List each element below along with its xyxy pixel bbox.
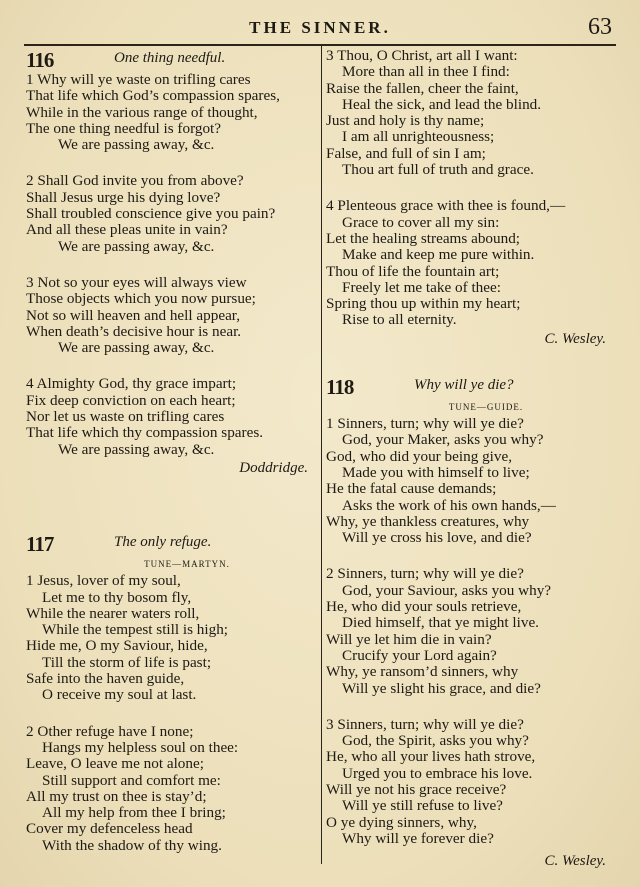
stanza [26, 573, 318, 703]
verse-line: O ye dying sinners, why, [326, 813, 477, 831]
stanza [326, 198, 616, 328]
refrain-line: We are passing away, &c. [58, 237, 215, 255]
verse-line: Raise the fallen, cheer the faint, [326, 79, 519, 97]
refrain-line: We are passing away, &c. [58, 136, 215, 154]
verse-line: Crucify your Lord again? [342, 646, 497, 664]
verse-line: 3 Sinners, turn; why will ye die? [326, 715, 524, 733]
stanza [26, 376, 318, 457]
hymn-title: The only refuge. [114, 534, 212, 551]
verse-line: All my help from thee I bring; [42, 804, 226, 822]
verse-line: Heal the sick, and lead the blind. [342, 95, 542, 113]
verse-line: Will ye let him die in vain? [326, 630, 492, 648]
verse-line: Died himself, that ye might live. [342, 614, 539, 632]
verse-line: Not so will heaven and hell appear, [26, 306, 241, 324]
stanza [26, 72, 318, 153]
verse-line: Fix deep conviction on each heart; [26, 391, 236, 409]
verse-line: 2 Sinners, turn; why will ye die? [326, 565, 524, 583]
refrain-line: We are passing away, &c. [58, 440, 215, 458]
hymn-116 [26, 48, 318, 476]
hymn-stanzas [26, 573, 318, 854]
verse-line: While in the various range of thought, [26, 103, 258, 121]
verse-line: Grace to cover all my sin: [342, 213, 500, 231]
verse-line: 1 Sinners, turn; why will ye die? [326, 415, 524, 433]
stanza [326, 566, 616, 696]
header-rule [24, 44, 616, 46]
stanza [326, 717, 616, 847]
verse-line: Make and keep me pure within. [342, 246, 535, 264]
hymn-117 [26, 532, 318, 854]
verse-line: Just and holy is thy name; [326, 112, 485, 130]
column-divider [321, 46, 322, 864]
verse-line: That life which God’s compassion spares, [26, 87, 280, 105]
verse-line: 2 Other refuge have I none; [26, 722, 194, 740]
verse-line: Still support and comfort me: [42, 771, 221, 789]
hymn-heading [326, 375, 616, 399]
verse-line: Thou of life the fountain art; [326, 262, 500, 280]
verse-line: Freely let me take of thee: [342, 278, 501, 296]
verse-line: Urged you to embrace his love. [342, 764, 533, 782]
verse-line: Till the storm of life is past; [42, 653, 212, 671]
verse-line: 4 Plenteous grace with thee is found,— [326, 197, 566, 215]
stanza [326, 48, 616, 178]
stanza [326, 416, 616, 546]
verse-line: 4 Almighty God, thy grace impart; [26, 375, 237, 393]
verse-line: Why will ye forever die? [342, 829, 494, 847]
verse-line: More than all in thee I find: [342, 63, 510, 81]
verse-line: With the shadow of thy wing. [42, 836, 222, 854]
hymn-stanzas [26, 72, 318, 458]
verse-line: 3 Thou, O Christ, art all I want: [326, 47, 518, 64]
verse-line: Hangs my helpless soul on thee: [42, 738, 239, 756]
verse-line: Leave, O leave me not alone; [26, 755, 204, 773]
hymn-118 [326, 375, 616, 869]
verse-line: False, and full of sin I am; [326, 144, 486, 162]
hymn-heading [26, 532, 318, 556]
verse-line: Hide me, O my Saviour, hide, [26, 637, 208, 655]
verse-line: Will ye still refuse to live? [342, 797, 503, 815]
verse-line: Thou art full of truth and grace. [342, 161, 534, 179]
verse-line: Made you with himself to live; [342, 463, 530, 481]
verse-line: Will ye not his grace receive? [326, 780, 507, 798]
verse-line: 1 Why will ye waste on trifling cares [26, 71, 251, 88]
verse-line: He, who did your souls retrieve, [326, 598, 522, 616]
verse-line: All my trust on thee is stay’d; [26, 787, 207, 805]
page-header [0, 14, 640, 42]
verse-line: God, the Spirit, asks you why? [342, 732, 529, 750]
verse-line: Why, ye thankless creatures, why [326, 512, 530, 530]
verse-line: Will ye cross his love, and die? [342, 529, 532, 547]
verse-line: Nor let us waste on trifling cares [26, 408, 225, 426]
hymn-title: Why will ye die? [414, 377, 514, 394]
hymn-stanzas [326, 48, 616, 329]
stanza [26, 275, 318, 356]
verse-line: 3 Not so your eyes will always view [26, 273, 247, 291]
hymn-attribution: C. Wesley. [544, 330, 606, 347]
verse-line: Safe into the haven guide, [26, 670, 185, 688]
hymn-number: 116 [26, 48, 54, 72]
verse-line: 1 Jesus, lover of my soul, [26, 572, 181, 590]
verse-line: I am all unrighteousness; [342, 128, 495, 146]
verse-line: God, who did your being give, [326, 447, 513, 465]
refrain-line: We are passing away, &c. [58, 339, 215, 357]
verse-line: The one thing needful is forgot? [26, 119, 221, 137]
verse-line: While the tempest still is high; [42, 621, 229, 639]
verse-line: When death’s decisive hour is near. [26, 322, 242, 340]
verse-line: Let me to thy bosom fly, [42, 588, 192, 606]
hymn-title: One thing needful. [114, 50, 226, 66]
verse-line: God, your Maker, asks you why? [342, 431, 544, 449]
hymn-attribution: C. Wesley. [544, 853, 606, 870]
right-column [326, 48, 616, 869]
verse-line: And all these pleas unite in vain? [26, 221, 228, 239]
stanza [26, 724, 318, 854]
verse-line: Those objects which you now pursue; [26, 290, 256, 308]
verse-line: Rise to all eternity. [342, 311, 457, 329]
page-number: 63 [588, 14, 612, 40]
verse-line: Why, ye ransom’d sinners, why [326, 663, 519, 681]
verse-line: Will ye slight his grace, and die? [342, 679, 541, 697]
stanza [26, 173, 318, 254]
verse-line: O receive my soul at last. [42, 686, 197, 704]
verse-line: He, who all your lives hath strove, [326, 748, 536, 766]
verse-line: Spring thou up within my heart; [326, 295, 521, 313]
hymn-stanzas [326, 416, 616, 847]
hymn-tune: TUNE—GUIDE. [448, 402, 524, 413]
verse-line: Cover my defenceless head [26, 820, 193, 838]
left-column [26, 48, 318, 874]
verse-line: 2 Shall God invite you from above? [26, 172, 244, 190]
verse-line: While the nearer waters roll, [26, 604, 200, 622]
verse-line: Shall Jesus urge his dying love? [26, 188, 221, 206]
hymn-attribution: Doddridge. [239, 459, 308, 476]
verse-line: God, your Saviour, asks you why? [342, 581, 552, 599]
verse-line: He the fatal cause demands; [326, 480, 497, 498]
hymn-number: 118 [326, 375, 354, 400]
hymn-number: 117 [26, 532, 54, 557]
verse-line: Asks the work of his own hands,— [342, 496, 556, 514]
hymn-heading [26, 48, 318, 72]
hymn-117-continued [326, 48, 616, 347]
verse-line: Shall troubled conscience give you pain? [26, 205, 276, 223]
hymn-tune: TUNE—MARTYN. [144, 559, 230, 570]
verse-line: Let the healing streams abound; [326, 229, 521, 247]
verse-line: That life which thy compassion spares. [26, 424, 264, 442]
running-title: THE SINNER. [249, 18, 391, 37]
